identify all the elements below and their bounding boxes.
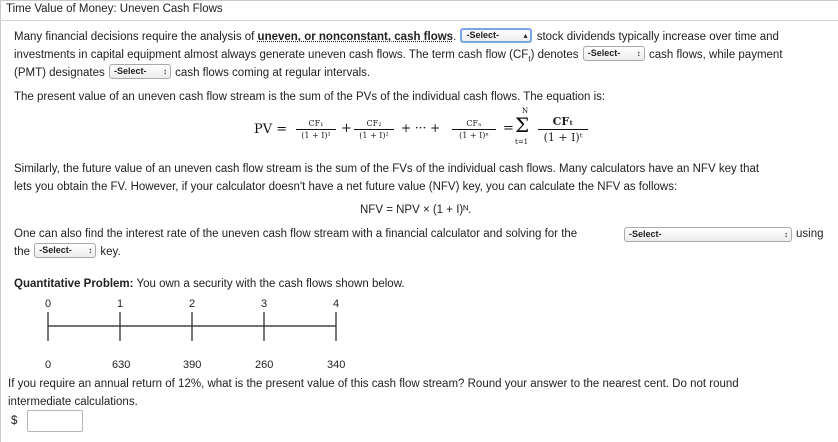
text: .	[453, 31, 457, 43]
para3-line2: lets you obtain the FV. However, if your calculator doesn't have a net future value (NFV) key, you can calculate the NFV as follows:	[14, 181, 678, 193]
period-label-0: 0	[45, 298, 52, 310]
updown-arrow-icon: ↕	[88, 246, 93, 256]
key-term: uneven, or nonconstant, cash flows	[257, 31, 454, 43]
select-dropdown-5[interactable]: -Select- ↕	[34, 243, 96, 258]
text: the	[14, 246, 30, 258]
eq-fraction-1: CF₁ (1 + I)¹	[296, 119, 336, 140]
cash-flow-4: 340	[327, 359, 346, 371]
eq-pv: PV =	[254, 122, 288, 137]
period-label-4: 4	[333, 298, 340, 310]
text: One can also find the interest rate of the uneven cash flow stream with a financial calculator and solving for the	[14, 228, 578, 240]
question-line1: If you require an annual return of 12%, what is the present value of this cash flow stream? Round your answer to the nearest cent. Do not round	[8, 378, 739, 390]
eq-sum-lower: t=1	[515, 138, 529, 146]
problem-statement	[14, 277, 405, 292]
updown-arrow-icon: ↕	[162, 67, 167, 77]
cash-flow-0: 0	[45, 359, 52, 371]
para3-line1: Similarly, the future value of an uneven cash flow stream is the sum of the FVs of the individual cash flows. Many calculators have an NFV key that	[14, 163, 760, 175]
subscript: t	[528, 54, 531, 64]
eq-sum-upper: N	[522, 107, 529, 115]
select-dropdown-1[interactable]: -Select- ▴	[460, 28, 532, 43]
para4-line1	[14, 227, 577, 242]
title-divider	[0, 20, 838, 21]
updown-arrow-icon: ↕	[784, 230, 788, 239]
period-label-2: 2	[189, 298, 196, 310]
eq-fraction-n: CFₙ (1 + I)ⁿ	[452, 119, 496, 140]
text: key.	[100, 246, 121, 258]
problem-label: Quantitative Problem:	[14, 278, 134, 290]
para2: The present value of an uneven cash flow stream is the sum of the PVs of the individual cash flows. The equation is:	[14, 91, 606, 103]
para1-line1	[14, 30, 779, 45]
updown-arrow-icon: ↕	[636, 49, 641, 59]
para4-line2	[14, 245, 121, 260]
eq-fraction-t: CFₜ (1 + I)ᵗ	[538, 115, 588, 144]
text: stock dividends typically increase over time and	[536, 31, 779, 43]
text: investments in capital equipment almost always generate uneven cash flows. The term cash flow (CF	[14, 49, 529, 61]
problem-text: You own a security with the cash flows shown below.	[136, 278, 405, 290]
eq-equals: =	[503, 121, 514, 136]
eq-dots: + ··· +	[401, 121, 441, 135]
text: (PMT) designates	[14, 67, 105, 79]
text: Many financial decisions require the analysis of	[14, 31, 258, 43]
period-label-3: 3	[261, 298, 268, 310]
question-line2: intermediate calculations.	[8, 396, 138, 408]
updown-arrow-icon: ▴	[523, 31, 528, 41]
eq-fraction-2: CF₂ (1 + I)²	[354, 119, 394, 140]
select-dropdown-4[interactable]: -Select- ↕	[624, 227, 792, 242]
text: ) denotes	[530, 49, 579, 61]
para1-line3	[14, 66, 370, 81]
cash-flow-2: 390	[183, 359, 202, 371]
period-label-1: 1	[117, 298, 124, 310]
text: cash flows, while payment	[648, 49, 783, 61]
currency-symbol: $	[11, 415, 18, 427]
select-dropdown-3[interactable]: -Select- ↕	[109, 64, 171, 79]
text: cash flows coming at regular intervals.	[175, 67, 371, 79]
present-value-input[interactable]	[27, 410, 83, 432]
para4-using: using	[796, 228, 824, 240]
eq-sigma: Σ	[515, 113, 530, 137]
page-title: Time Value of Money: Uneven Cash Flows	[6, 3, 223, 15]
nfv-equation: NFV = NPV × (1 + I)ᴺ.	[360, 204, 472, 216]
eq-plus: +	[341, 121, 352, 136]
cash-flow-3: 260	[255, 359, 274, 371]
cash-flow-1: 630	[112, 359, 131, 371]
select-dropdown-2[interactable]: -Select- ↕	[583, 46, 645, 61]
